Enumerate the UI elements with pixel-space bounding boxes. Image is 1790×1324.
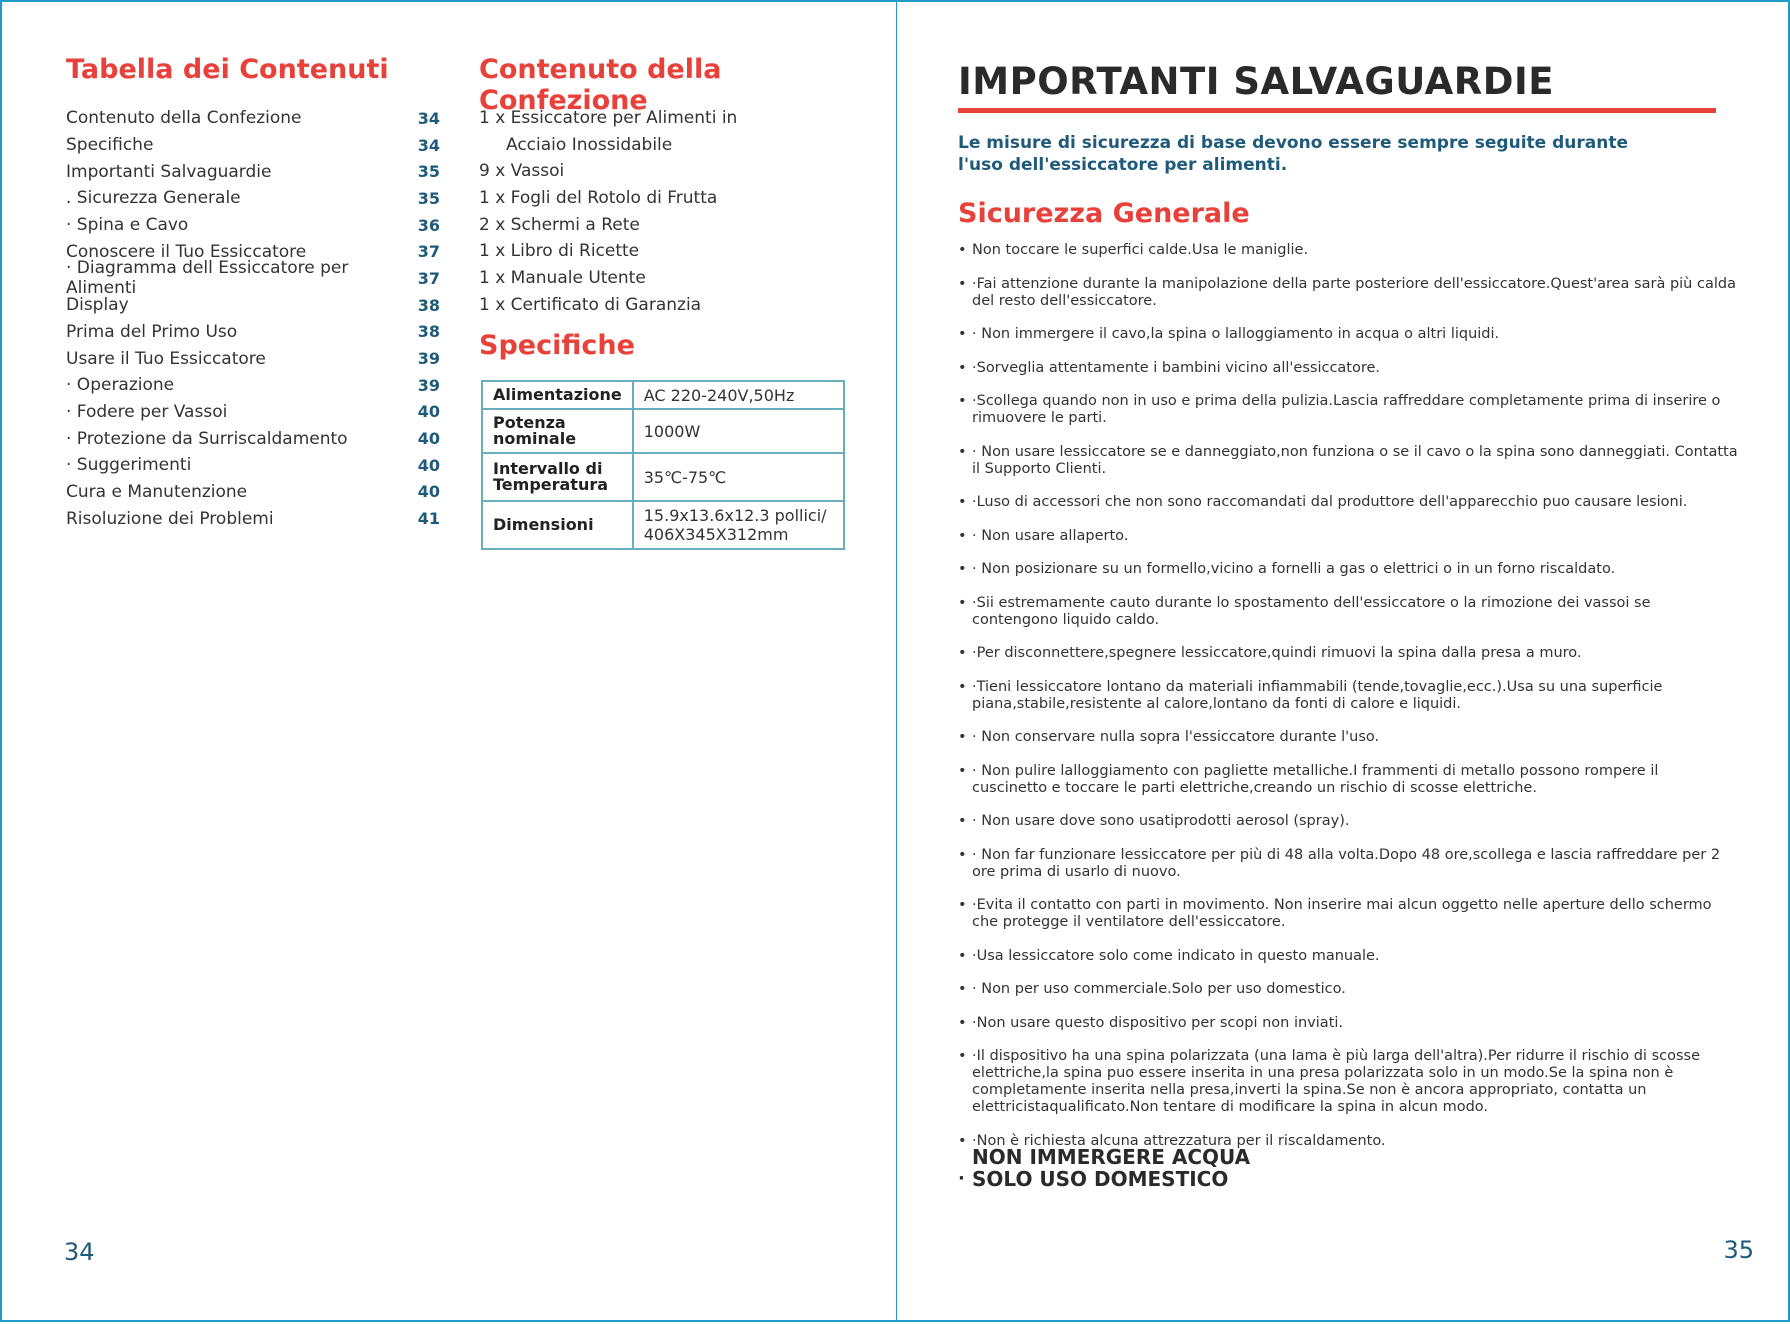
toc-item [66, 452, 440, 479]
box-item: 1 x Fogli del Rotolo di Frutta [479, 188, 718, 209]
intro-text: Le misure di sicurezza di base devono essere sempre seguite durante l'uso dell'essiccatore per alimenti. [958, 133, 1628, 175]
toc-item-label: Usare il Tuo Essiccatore [66, 348, 266, 369]
toc-item-page: 34 [417, 108, 440, 128]
warning-line-1: NON IMMERGERE ACQUA [972, 1145, 1251, 1169]
toc-item-label: Display [66, 295, 129, 316]
toc-item [66, 479, 440, 506]
toc-item-label: · Spina e Cavo [66, 215, 189, 236]
safety-item: • ·Per disconnettere,spegnere lessiccatore,quindi rimuovi la spina dalla presa a muro. [958, 645, 1738, 662]
safety-item: • Non toccare le superfici calde.Usa le maniglie. [958, 242, 1738, 259]
spec-value: 35℃-75℃ [633, 453, 844, 501]
spec-value: 15.9x13.6x12.3 pollici/ 406X345X312mm [633, 501, 844, 549]
toc-item [66, 258, 440, 299]
toc-item-page: 37 [417, 242, 440, 262]
toc-item-page: 39 [417, 349, 440, 369]
safety-item: • · Non immergere il cavo,la spina o lalloggiamento in acqua o altri liquidi. [958, 326, 1738, 343]
toc-item-label: · Fodere per Vassoi [66, 401, 228, 422]
safety-item: • · Non usare lessiccatore se e danneggiato,non funziona o se il cavo o la spina sono danneggiati. Contatta il Supporto Clienti. [958, 444, 1738, 478]
toc-item-page: 41 [417, 509, 440, 529]
safety-item: • ·Usa lessiccatore solo come indicato in questo manuale. [958, 948, 1738, 965]
toc-item-label: Importanti Salvaguardie [66, 161, 272, 182]
toc-item [66, 505, 440, 532]
safety-item: • ·Il dispositivo ha una spina polarizzata (una lama è più larga dell'altra).Per ridurre il rischio di scosse elettriche,la spina puo essere inserita in una presa polarizzata solo in un modo.Se la spina non è completamente inserita nella presa,inverti la spina.Se non è ancora appropriato, contatta un elettricistaqualificato.Non tentare di modificare la spina in alcun modo. [958, 1048, 1738, 1116]
safety-item: • ·Evita il contatto con parti in movimento. Non inserire mai alcun oggetto nelle aperture dello schermo che protegge il ventilatore dell'essiccatore. [958, 897, 1738, 931]
page-title: IMPORTANTI SALVAGUARDIE [958, 60, 1555, 103]
specs-title: Specifiche [479, 330, 635, 361]
toc-title: Tabella dei Contenuti [66, 54, 389, 85]
safety-item: • · Non usare dove sono usatiprodotti aerosol (spray). [958, 813, 1738, 830]
spec-value: AC 220-240V,50Hz [633, 381, 844, 409]
spec-row [482, 501, 844, 549]
toc-item-page: 38 [417, 322, 440, 342]
toc-item-label: Conoscere il Tuo Essiccatore [66, 241, 307, 262]
spec-key: Alimentazione [482, 381, 633, 409]
toc-item-label: Contenuto della Confezione [66, 108, 302, 129]
toc-item-page: 39 [417, 375, 440, 395]
toc-item-label: · Suggerimenti [66, 455, 192, 476]
safety-list [958, 242, 1738, 1169]
toc-item-page: 38 [417, 295, 440, 315]
toc-item [66, 132, 440, 159]
spec-row [482, 381, 844, 409]
toc-item-label: · Diagramma dell Essiccatore per Alimenti [66, 258, 349, 299]
box-contents-title: Contenuto della Confezione [479, 54, 722, 116]
toc-item-page: 40 [417, 429, 440, 449]
spec-key: Intervallo di Temperatura [482, 453, 633, 501]
toc-item [66, 425, 440, 452]
toc-item-label: Cura e Manutenzione [66, 481, 248, 502]
safety-item: • ·Fai attenzione durante la manipolazione della parte posteriore dell'essiccatore.Quest'area sarà più calda del resto dell'essiccatore. [958, 276, 1738, 310]
toc-item [66, 185, 440, 212]
toc-item-label: · Operazione [66, 375, 175, 396]
safety-item: • · Non conservare nulla sopra l'essiccatore durante l'uso. [958, 729, 1738, 746]
general-safety-title: Sicurezza Generale [958, 198, 1250, 229]
toc-item-label: Risoluzione dei Problemi [66, 508, 274, 529]
toc-item [66, 319, 440, 346]
box-item: 1 x Certificato di Garanzia [479, 294, 702, 315]
toc-item-label: . Sicurezza Generale [66, 188, 241, 209]
toc-item-page: 35 [417, 162, 440, 182]
toc-item [66, 158, 440, 185]
safety-item: • · Non per uso commerciale.Solo per uso domestico. [958, 981, 1738, 998]
specs-table [481, 380, 845, 550]
warning-bullet: · [958, 1168, 965, 1189]
box-item: 1 x Libro di Ricette [479, 241, 640, 262]
toc-item-page: 35 [417, 188, 440, 208]
page-number-left: 34 [64, 1238, 95, 1266]
safety-item: • ·Luso di accessori che non sono raccomandati dal produttore dell'apparecchio puo causare lesioni. [958, 494, 1738, 511]
spec-value: 1000W [633, 409, 844, 453]
safety-item: • ·Tieni lessiccatore lontano da materiali infiammabili (tende,tovaglie,ecc.).Usa su una superficie piana,stabile,resistente al calore,lontano da fonti di calore e liquidi. [958, 679, 1738, 713]
box-contents-list [479, 105, 737, 319]
toc-item [66, 372, 440, 399]
box-item: 1 x Essiccatore per Alimenti in [479, 108, 738, 128]
warning-line-2: SOLO USO DOMESTICO [972, 1167, 1229, 1191]
safety-item: • · Non far funzionare lessiccatore per più di 48 alla volta.Dopo 48 ore,scollega e lascia raffreddare per 2 ore prima di usarlo di nuovo. [958, 847, 1738, 881]
spec-row [482, 409, 844, 453]
box-item: 1 x Manuale Utente [479, 268, 646, 289]
toc-item-label: Specifiche [66, 135, 154, 156]
page-number-right: 35 [1723, 1236, 1754, 1264]
safety-item: • ·Scollega quando non in uso e prima della pulizia.Lascia raffreddare completamente prima di inserire o rimuovere le parti. [958, 393, 1738, 427]
safety-item: • · Non usare allaperto. [958, 528, 1738, 545]
safety-item: • ·Sorveglia attentamente i bambini vicino all'essiccatore. [958, 360, 1738, 377]
toc-item [66, 345, 440, 372]
toc-item-page: 40 [417, 482, 440, 502]
toc-item [66, 399, 440, 426]
toc-item-page: 37 [417, 268, 440, 288]
toc-item-label: Prima del Primo Uso [66, 321, 238, 342]
toc-item-page: 40 [417, 402, 440, 422]
title-underline [958, 108, 1716, 113]
toc-item-page: 34 [417, 135, 440, 155]
safety-item: • ·Sii estremamente cauto durante lo spostamento dell'essiccatore o la rimozione dei vassoi se contengono liquido caldo. [958, 595, 1738, 629]
box-item: Acciaio Inossidabile [506, 134, 673, 155]
spec-key: Dimensioni [482, 501, 633, 549]
spec-key: Potenza nominale [482, 409, 633, 453]
safety-item: • ·Non è richiesta alcuna attrezzatura per il riscaldamento. [958, 1133, 1738, 1150]
safety-item: • · Non pulire lalloggiamento con pagliette metalliche.I frammenti di metallo possono rompere il cuscinetto e toccare le parti elettriche,creando un rischio di scosse elettriche. [958, 763, 1738, 797]
box-item: 2 x Schermi a Rete [479, 214, 640, 235]
box-item: 9 x Vassoi [479, 161, 565, 182]
toc-list [66, 105, 440, 532]
safety-item: • · Non posizionare su un formello,vicino a fornelli a gas o elettrici o in un forno riscaldato. [958, 561, 1738, 578]
toc-item [66, 105, 440, 132]
spec-row [482, 453, 844, 501]
toc-item [66, 212, 440, 239]
toc-item-page: 36 [417, 215, 440, 235]
safety-item: • ·Non usare questo dispositivo per scopi non inviati. [958, 1015, 1738, 1032]
toc-item-page: 40 [417, 455, 440, 475]
warning-block [958, 1146, 1250, 1190]
toc-item-label: · Protezione da Surriscaldamento [66, 428, 348, 449]
